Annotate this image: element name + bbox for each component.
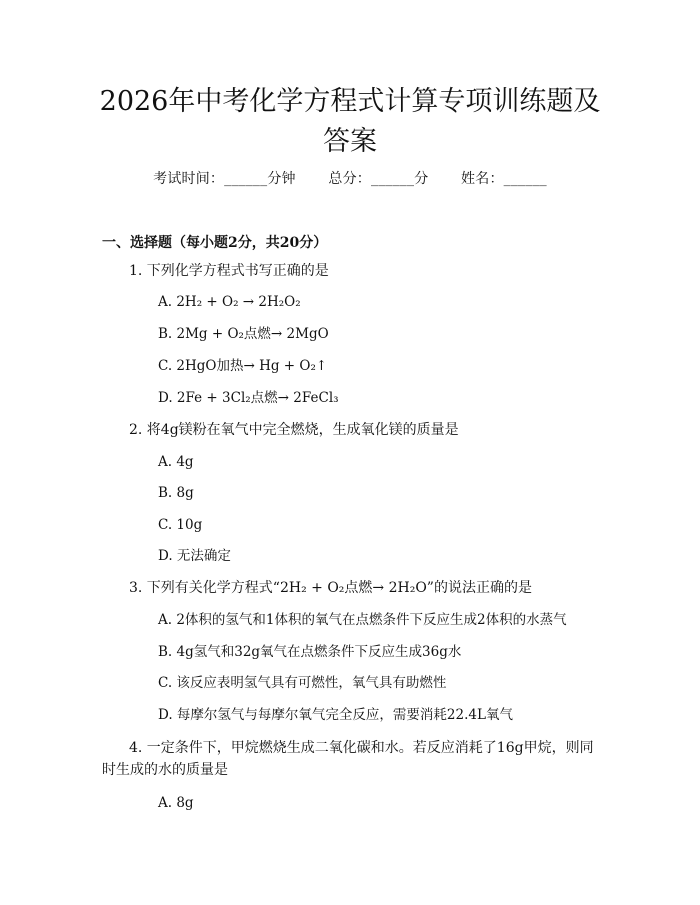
exam-time: 考试时间：______分钟 <box>153 171 296 187</box>
question-option: A. 4g <box>158 454 194 470</box>
question-option: D. 每摩尔氢气与每摩尔氧气完全反应，需要消耗22.4L氧气 <box>158 707 513 723</box>
document-title: 2026年中考化学方程式计算专项训练题及答案 <box>99 86 601 157</box>
question-option: C. 10g <box>158 517 203 533</box>
exam-total-score: 总分：______分 <box>328 171 429 187</box>
question-option: C. 2HgO加热→ Hg + O₂↑ <box>158 358 328 374</box>
question-stem: 2. 将4g镁粉在氧气中完全燃烧，生成氧化镁的质量是 <box>129 422 459 438</box>
question-stem: 1. 下列化学方程式书写正确的是 <box>129 263 329 279</box>
question-option: B. 4g氢气和32g氧气在点燃条件下反应生成36g水 <box>158 644 462 660</box>
exam-info <box>0 168 700 188</box>
question-option: A. 2H₂ + O₂ → 2H₂O₂ <box>158 294 301 310</box>
question-option: C. 该反应表明氢气具有可燃性，氧气具有助燃性 <box>158 675 447 691</box>
question-option: D. 2Fe + 3Cl₂点燃→ 2FeCl₃ <box>158 390 339 406</box>
question-option: B. 8g <box>158 485 194 501</box>
question-option: D. 无法确定 <box>158 548 231 564</box>
section-heading: 一、选择题（每小题2分，共20分） <box>102 235 328 251</box>
question-stem: 3. 下列有关化学方程式“2H₂ + O₂点燃→ 2H₂O”的说法正确的是 <box>129 580 532 596</box>
student-name: 姓名：______ <box>461 171 547 187</box>
question-stem: 4. 一定条件下，甲烷燃烧生成二氧化碳和水。若反应消耗了16g甲烷，则同时生成的水的质量是 <box>102 740 594 778</box>
question-option: A. 2体积的氢气和1体积的氧气在点燃条件下反应生成2体积的水蒸气 <box>158 612 567 628</box>
question-option: A. 8g <box>158 795 194 811</box>
question-option: B. 2Mg + O₂点燃→ 2MgO <box>158 326 329 342</box>
